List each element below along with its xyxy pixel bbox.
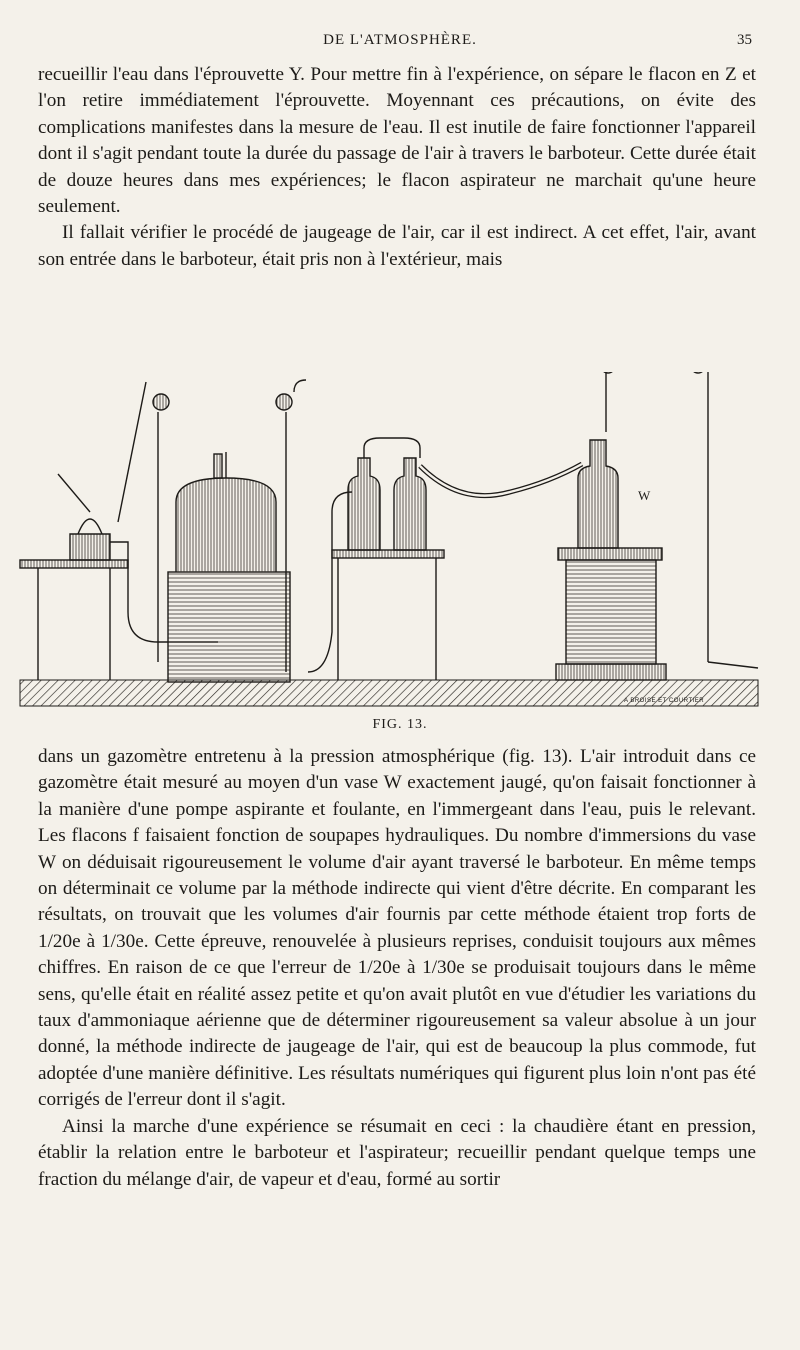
page-header [0, 30, 800, 54]
water-tank-right [420, 372, 758, 680]
page-number: 35 [737, 32, 752, 48]
paragraph: recueillir l'eau dans l'éprouvette Y. Pour mettre fin à l'expérience, on sépare le flacon en Z et l'on retire immédiatement l'éprouvette. Moyennant ces précautions, on évite des complications manifestes dans la mesure de l'eau. Il est inutile de faire fonctionner l'appareil dont il s'agit pendant toute la durée du passage de l'air à travers le barboteur. Cette durée était de douze heures dans mes expériences; le flacon aspirateur ne marchait qu'une heure seulement. [38, 64, 756, 218]
apparatus-engraving [18, 372, 782, 712]
lower-text-block [38, 744, 756, 1193]
paragraph: Il fallait vérifier le procédé de jaugeage de l'air, car il est indirect. A cet effet, l'air, avant son entrée dans le barboteur, était pris non à l'extérieur, mais [38, 222, 756, 270]
figure-caption: FIG. 13. [372, 717, 428, 732]
label-w: W [638, 488, 651, 503]
tank-stand-middle [308, 438, 444, 680]
gasometer-tank [153, 380, 306, 682]
paragraph: Ainsi la marche d'une expérience se résumait en ceci : la chaudière étant en pression, établir la relation entre le barboteur et l'aspirateur; recueillir pendant quelque temps une fraction du mélange d'air, de vapeur et d'eau, formé au sortir [38, 1115, 756, 1190]
engraver-credit: A BROISE ET COURTIER [624, 698, 705, 704]
upper-text-block [38, 62, 756, 273]
running-head: DE L'ATMOSPHÈRE. [323, 32, 477, 48]
paragraph: dans un gazomètre entretenu à la pression atmosphérique (fig. 13). L'air introduit dans ce gazomètre était mesuré au moyen d'un vase W exactement jaugé, qu'on faisait fonctionner à la manière d'une pompe aspirante et foulante, en l'immergeant dans l'eau, puis le relevant. Les flacons f faisaient fonction de soupapes hydrauliques. Du nombre d'immersions du vase W on déduisait rigoureusement le volume d'air ayant traversé le barboteur. En même temps on déterminait ce volume par la méthode indirecte qui vient d'être décrite. En comparant les résultats, on trouvait que les volumes d'air fournis par cette méthode étaient trop forts de 1/20e à 1/30e. Cette épreuve, renouvelée à plusieurs reprises, conduisit toujours aux mêmes chiffres. En raison de ce que l'erreur de 1/20e à 1/30e se produisait toujours dans le même sens, qu'elle était en réalité assez petite et qu'on avait plutôt en vue d'étudier les variations du taux d'ammoniaque aérienne que de déterminer rigoureusement sa valeur absolue à un jour donné, la méthode indirecte de jaugeage de l'air, qui est de beaucoup la plus commode, fut adoptée d'une manière définitive. Les résultats numériques qui figurent plus loin n'ont pas été corrigés de l'erreur dont il s'agit. [38, 746, 756, 1111]
